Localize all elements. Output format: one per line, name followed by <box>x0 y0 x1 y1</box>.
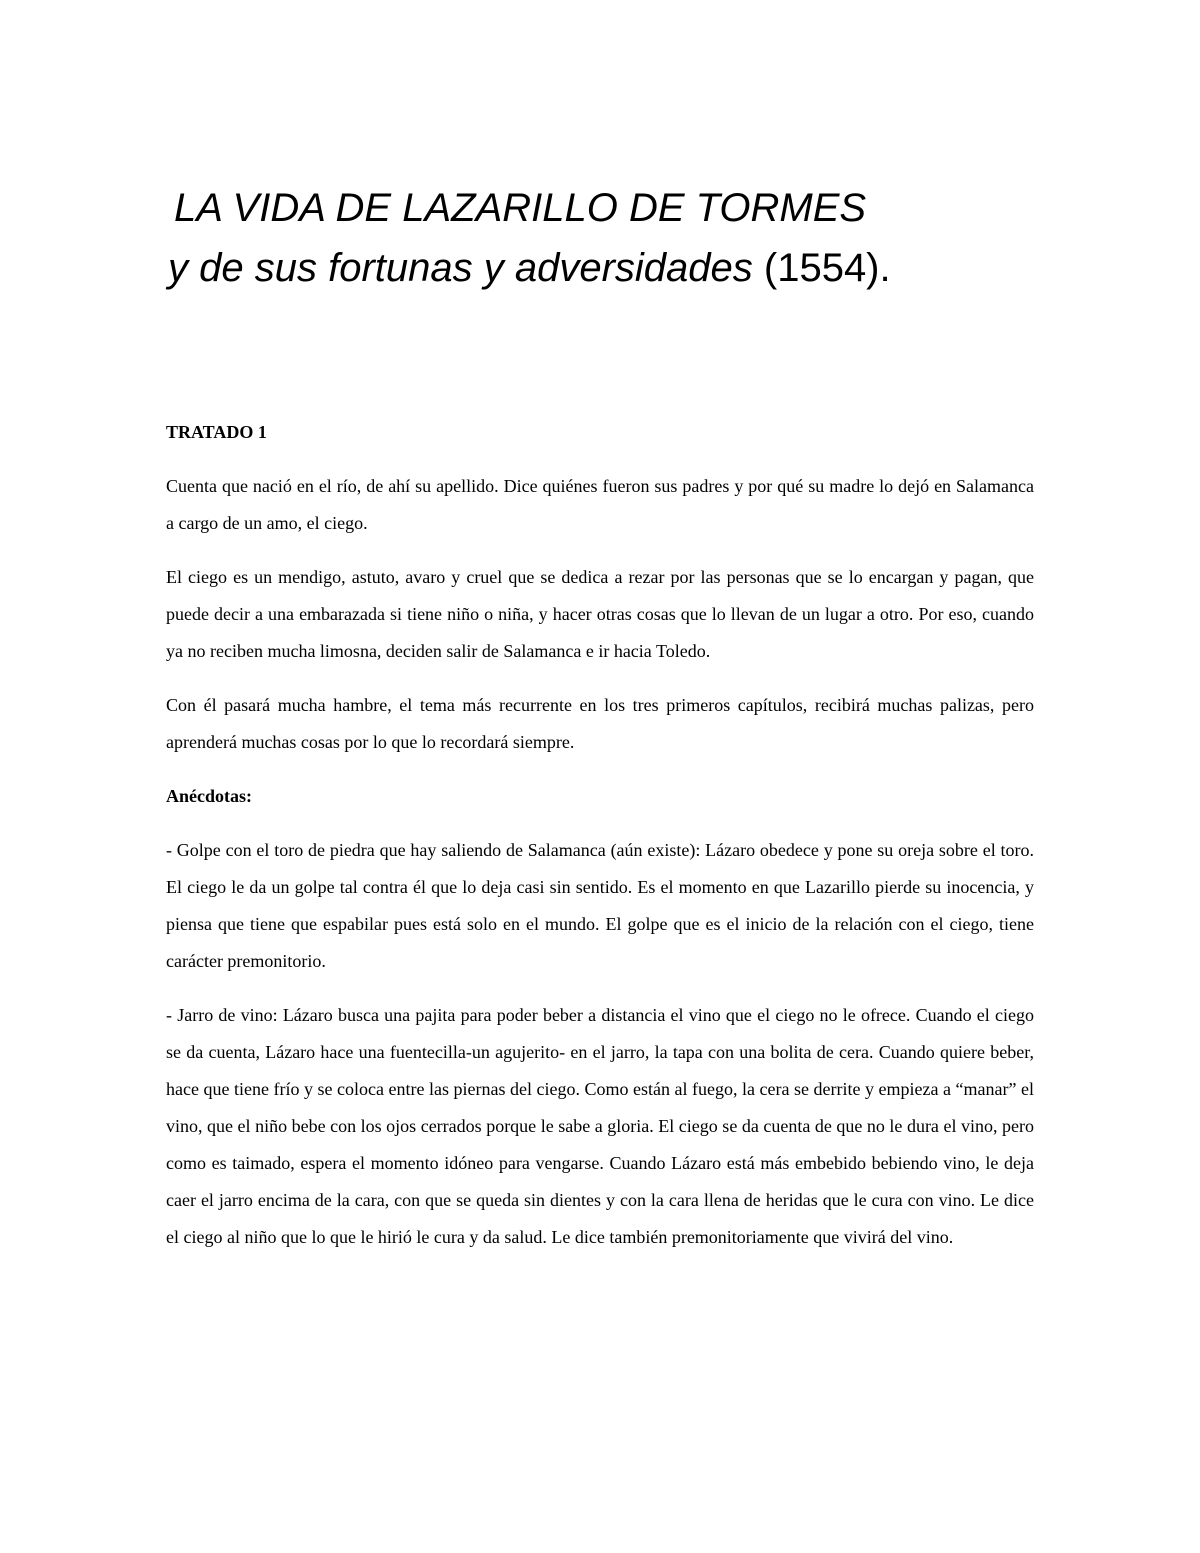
title-line-2 <box>168 238 1108 298</box>
title-line-1: LA VIDA DE LAZARILLO DE TORMES <box>174 186 867 230</box>
anecdote-stone-bull: - Golpe con el toro de piedra que hay saliendo de Salamanca (aún existe): Lázaro obedece y pone su oreja sobre el toro. El ciego le da un golpe tal contra él que lo deja casi sin sentido. Es el momento en que Lazarillo pierde su inocencia, y piensa que tiene que espabilar pues está solo en el mundo. El golpe que es el inicio de la relación con el ciego, tiene carácter premonitorio. <box>166 840 1034 971</box>
document-title <box>168 178 1108 298</box>
title-year: (1554). <box>752 246 891 290</box>
anecdote-wine-jar: - Jarro de vino: Lázaro busca una pajita para poder beber a distancia el vino que el ciego no le ofrece. Cuando el ciego se da cuenta, Lázaro hace una fuentecilla-un agujerito- en el jarro, la tapa con una bolita de cera. Cuando quiere beber, hace que tiene frío y se coloca entre las piernas del ciego. Como están al fuego, la cera se derrite y empieza a “manar” el vino, que el niño bebe con los ojos cerrados porque le sabe a gloria. El ciego se da cuenta de que no le dura el vino, pero como es taimado, espera el momento idóneo para vengarse. Cuando Lázaro está más embebido bebiendo vino, le deja caer el jarro encima de la cara, con que se queda sin dientes y con la cara llena de heridas que le cura con vino. Le dice el ciego al niño que lo que le hirió le cura y da salud. Le dice también premonitoriamente que vivirá del vino. <box>166 1005 1034 1247</box>
title-subtitle: y de sus fortunas y adversidades <box>168 246 753 290</box>
anecdotes-heading: Anécdotas: <box>166 786 252 806</box>
document-body <box>166 414 1034 1273</box>
paragraph-blind-man: El ciego es un mendigo, astuto, avaro y cruel que se dedica a rezar por las personas que se lo encargan y pagan, que puede decir a una embarazada si tiene niño o niña, y hacer otras cosas que lo llevan de un lugar a otro. Por eso, cuando ya no reciben mucha limosna, deciden salir de Salamanca e ir hacia Toledo. <box>166 567 1034 661</box>
paragraph-birth: Cuenta que nació en el río, de ahí su apellido. Dice quiénes fueron sus padres y por qué su madre lo dejó en Salamanca a cargo de un amo, el ciego. <box>166 476 1034 533</box>
paragraph-hunger: Con él pasará mucha hambre, el tema más recurrente en los tres primeros capítulos, recibirá muchas palizas, pero aprenderá muchas cosas por lo que lo recordará siempre. <box>166 695 1034 752</box>
section-heading: TRATADO 1 <box>166 422 267 442</box>
